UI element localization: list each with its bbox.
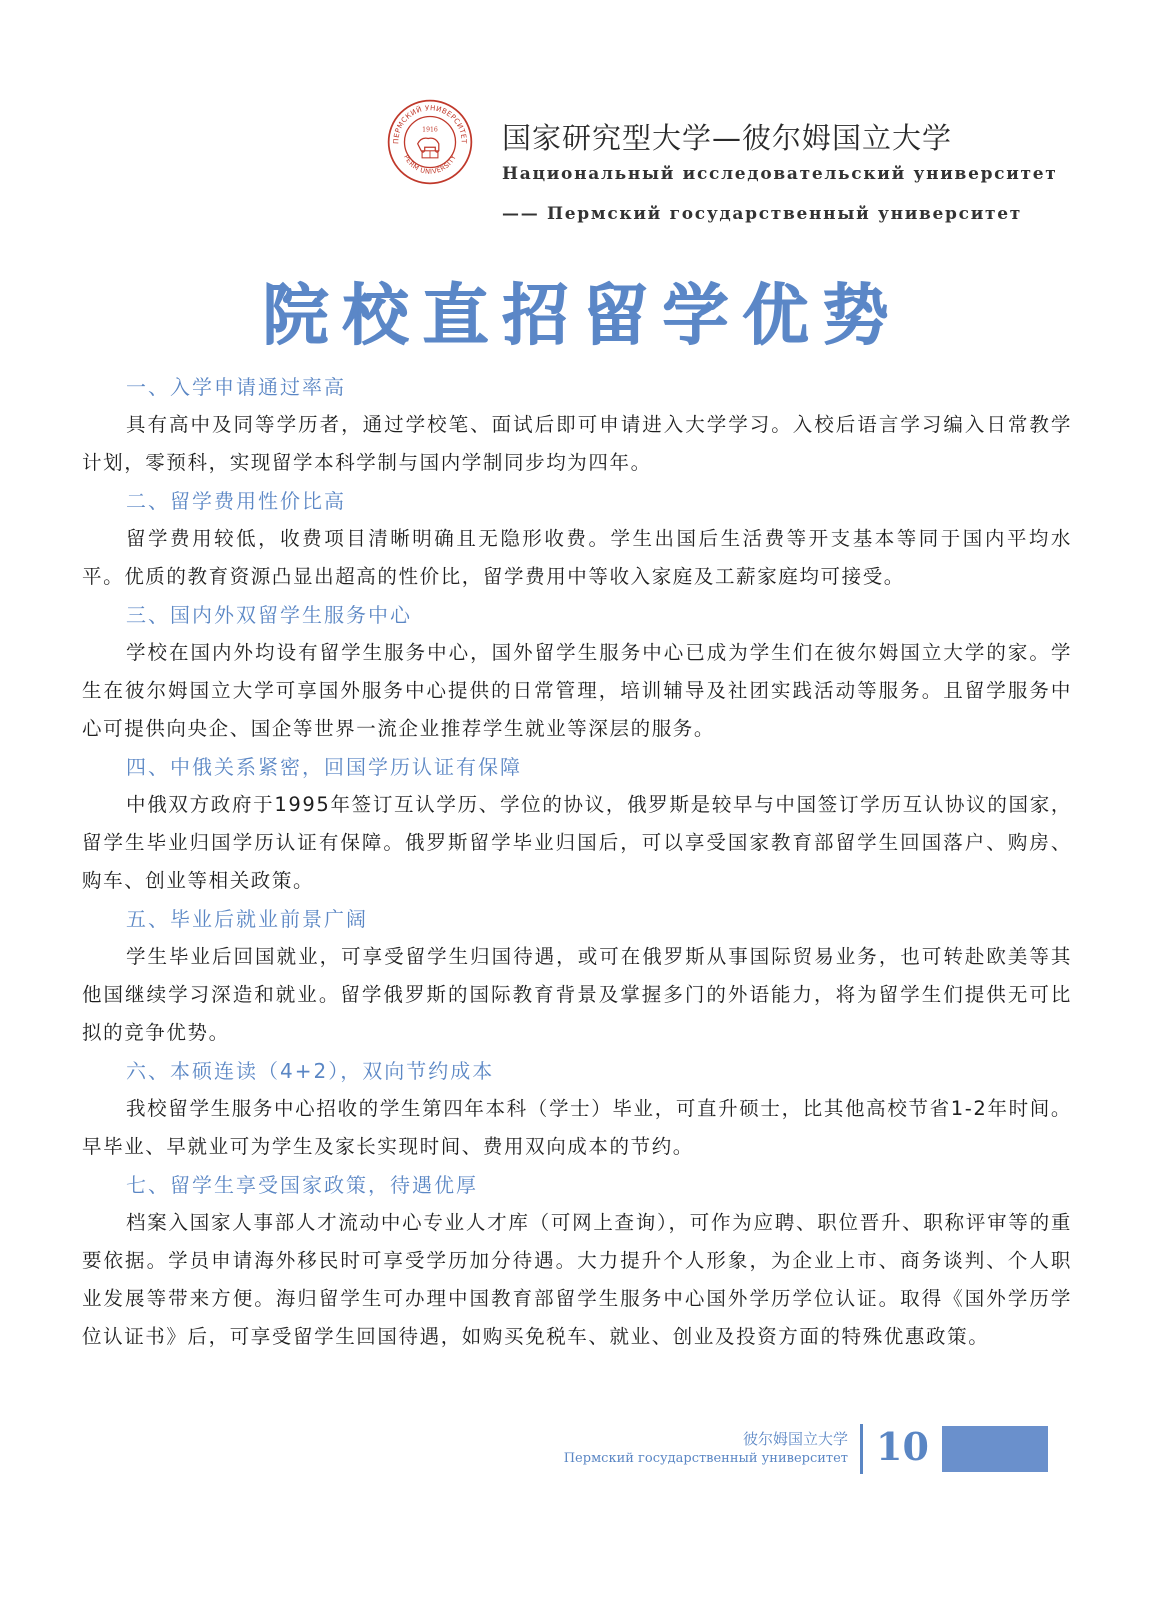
section-body: 我校留学生服务中心招收的学生第四年本科（学士）毕业，可直升硕士，比其他高校节省1-2年时间。早毕业、早就业可为学生及家长实现时间、费用双向成本的节约。 xyxy=(82,1097,1072,1158)
section-service-centers xyxy=(82,596,1072,748)
section-admission-rate xyxy=(82,368,1072,482)
seal-ring-text-bottom: PERM UNIVERSITY xyxy=(402,153,458,176)
section-title: 七、留学生享受国家政策，待遇优厚 xyxy=(126,1173,478,1197)
university-title-ru-line2: —— Пермский государственный университет xyxy=(502,204,1022,224)
section-body: 中俄双方政府于1995年签订互认学历、学位的协议，俄罗斯是较早与中国签订学历互认协议的国家，留学生毕业归国学历认证有保障。俄罗斯留学毕业归国后，可以享受国家教育部留学生回国落户、购房、购车、创业等相关政策。 xyxy=(82,793,1072,892)
seal-year: 1916 xyxy=(422,126,438,134)
section-title: 三、国内外双留学生服务中心 xyxy=(126,603,412,627)
section-bachelor-master xyxy=(82,1052,1072,1166)
footer-divider xyxy=(860,1424,863,1474)
section-national-policy xyxy=(82,1166,1072,1356)
section-body: 具有高中及同等学历者，通过学校笔、面试后即可申请进入大学学习。入校后语言学习编入日常教学计划，零预科，实现留学本科学制与国内学制同步均为四年。 xyxy=(82,413,1072,474)
section-degree-recognition xyxy=(82,748,1072,900)
university-seal-icon xyxy=(386,98,474,186)
section-employment xyxy=(82,900,1072,1052)
seal-ring-text-top: ПЕРМСКИЙ УНИВЕРСИТЕТ xyxy=(391,103,469,144)
page-header xyxy=(386,98,1086,238)
section-title: 六、本硕连读（4+2），双向节约成本 xyxy=(126,1059,495,1083)
university-title-zh: 国家研究型大学—彼尔姆国立大学 xyxy=(502,121,953,155)
section-title: 二、留学费用性价比高 xyxy=(126,489,346,513)
section-title: 四、中俄关系紧密，回国学历认证有保障 xyxy=(126,755,522,779)
page-title: 院校直招留学优势 xyxy=(262,277,903,354)
section-title: 一、入学申请通过率高 xyxy=(126,375,346,399)
footer-university-ru: Пермский государственный университет xyxy=(563,1451,848,1466)
section-body: 档案入国家人事部人才流动中心专业人才库（可网上查询），可作为应聘、职位晋升、职称评审等的重要依据。学员申请海外移民时可享受学历加分待遇。大力提升个人形象，为企业上市、商务谈判、个人职业发展等带来方便。海归留学生可办理中国教育部留学生服务中心国外学历学位认证。取得《国外学历学位认证书》后，可享受留学生回国待遇，如购买免税车、就业、创业及投资方面的特殊优惠政策。 xyxy=(82,1211,1072,1348)
university-title-ru: Национальный исследовательский университет xyxy=(502,164,1058,184)
footer-accent-bar xyxy=(942,1426,1048,1472)
page-number: 10 xyxy=(876,1424,929,1469)
section-cost-performance xyxy=(82,482,1072,596)
advantages-list xyxy=(82,368,1072,1356)
section-title: 五、毕业后就业前景广阔 xyxy=(126,907,368,931)
section-body: 学校在国内外均设有留学生服务中心，国外留学生服务中心已成为学生们在彼尔姆国立大学的家。学生在彼尔姆国立大学可享国外服务中心提供的日常管理，培训辅导及社团实践活动等服务。且留学服务中心可提供向央企、国企等世界一流企业推荐学生就业等深层的服务。 xyxy=(82,641,1072,740)
section-body: 学生毕业后回国就业，可享受留学生归国待遇，或可在俄罗斯从事国际贸易业务，也可转赴欧美等其他国继续学习深造和就业。留学俄罗斯的国际教育背景及掌握多门的外语能力，将为留学生们提供无可比拟的竞争优势。 xyxy=(82,945,1072,1044)
footer-university-zh: 彼尔姆国立大学 xyxy=(742,1430,848,1448)
section-body: 留学费用较低，收费项目清晰明确且无隐形收费。学生出国后生活费等开支基本等同于国内平均水平。优质的教育资源凸显出超高的性价比，留学费用中等收入家庭及工薪家庭均可接受。 xyxy=(82,527,1072,588)
page-footer xyxy=(500,1424,1080,1480)
